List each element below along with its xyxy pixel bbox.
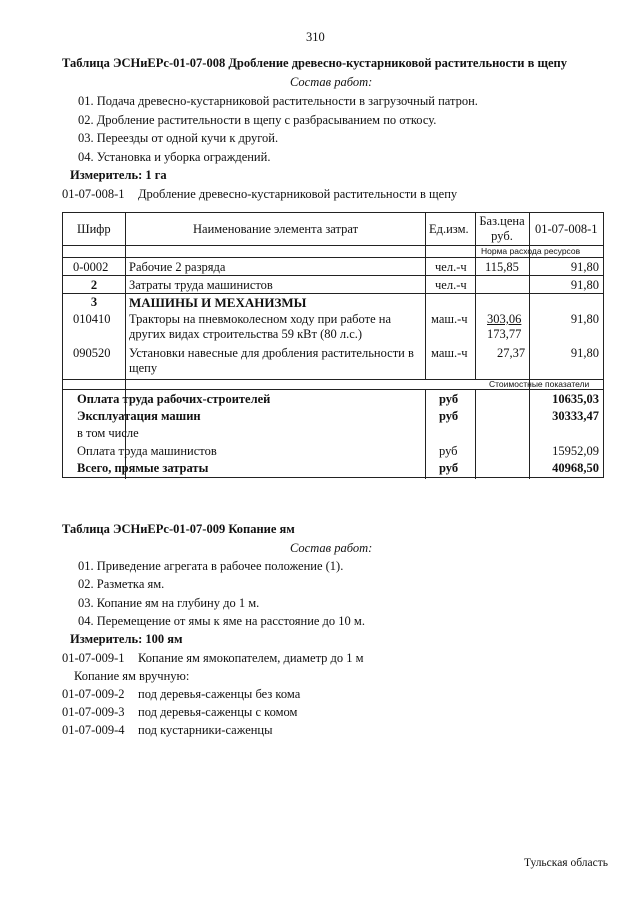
header-code: Шифр bbox=[77, 222, 111, 236]
row-unit: чел.-ч bbox=[435, 260, 467, 274]
table2-norm-desc: под кустарники-саженцы bbox=[138, 723, 273, 737]
row-price: 27,37 bbox=[497, 346, 526, 360]
table2-norm-desc: под деревья-саженцы без кома bbox=[138, 687, 301, 701]
table2-step-1: 01. Приведение агрегата в рабочее положение (1). bbox=[78, 559, 344, 573]
cost-row-unit: руб bbox=[439, 461, 459, 475]
row-value: 91,80 bbox=[570, 278, 599, 292]
footer-region: Тульская область bbox=[524, 857, 608, 869]
row-value: 91,80 bbox=[570, 260, 599, 274]
subheader-resources: Норма расхода ресурсов bbox=[481, 246, 581, 256]
table2-norm-desc: под деревья-саженцы с комом bbox=[138, 705, 298, 719]
row-price-secondary: 173,77 bbox=[487, 327, 522, 341]
cost-row-name: в том числе bbox=[77, 426, 139, 440]
row-name: Установки навесные для дробления растительности в bbox=[129, 346, 414, 360]
table1-norm-code: 01-07-008-1 bbox=[62, 187, 125, 201]
cost-row-unit: руб bbox=[439, 444, 458, 458]
section-title: МАШИНЫ И МЕХАНИЗМЫ bbox=[129, 295, 307, 310]
row-unit: маш.-ч bbox=[431, 346, 468, 360]
table1-step-2: 02. Дробление растительности в щепу с разбрасыванием по откосу. bbox=[78, 113, 437, 127]
section-code: 3 bbox=[90, 295, 98, 309]
row-name-continued: щепу bbox=[129, 361, 158, 375]
table2-norm-desc: Копание ям вручную: bbox=[74, 669, 190, 683]
cost-row-name: Оплата труда машинистов bbox=[77, 444, 217, 458]
row-price: 115,85 bbox=[485, 260, 519, 274]
table1-measure: Измеритель: 1 га bbox=[70, 168, 167, 182]
row-unit: маш.-ч bbox=[431, 312, 468, 326]
table2-norm-code: 01-07-009-2 bbox=[62, 687, 125, 701]
norm-table bbox=[62, 212, 604, 478]
header-unit: Ед.изм. bbox=[429, 222, 469, 236]
row-code: 0-0002 bbox=[73, 260, 109, 274]
table1-title: Таблица ЭСНиЕРс-01-07-008 Дробление древесно-кустарниковой растительности в щепу bbox=[62, 56, 567, 70]
row-price: 303,06 bbox=[487, 312, 522, 326]
row-unit: чел.-ч bbox=[435, 278, 467, 292]
row-value: 91,80 bbox=[570, 312, 599, 326]
table2-step-4: 04. Перемещение от ямы к яме на расстояние до 10 м. bbox=[78, 614, 365, 628]
table1-step-4: 04. Установка и уборка ограждений. bbox=[78, 150, 271, 164]
table2-step-2: 02. Разметка ям. bbox=[78, 577, 165, 591]
row-name: Затраты труда машинистов bbox=[129, 278, 273, 292]
page-number: 310 bbox=[306, 30, 325, 44]
table1-step-3: 03. Переезды от одной кучи к другой. bbox=[78, 131, 279, 145]
table1-step-1: 01. Подача древесно-кустарниковой растительности в загрузочный патрон. bbox=[78, 94, 478, 108]
cost-row-name: Эксплуатация машин bbox=[77, 409, 201, 423]
table2-norm-code: 01-07-009-1 bbox=[62, 651, 125, 665]
cost-row-value: 30333,47 bbox=[552, 409, 599, 423]
cost-row-value: 15952,09 bbox=[552, 444, 599, 458]
table2-norm-code: 01-07-009-4 bbox=[62, 723, 125, 737]
header-name: Наименование элемента затрат bbox=[193, 222, 359, 236]
header-base-price: Баз.цена bbox=[479, 214, 525, 228]
row-name-continued: других видах строительства 59 кВт (80 л.с.) bbox=[129, 327, 363, 341]
table2-norm-desc: Копание ям ямокопателем, диаметр до 1 м bbox=[138, 651, 364, 665]
header-norm-column: 01-07-008-1 bbox=[535, 222, 598, 236]
row-code: 2 bbox=[90, 278, 98, 292]
table2-step-3: 03. Копание ям на глубину до 1 м. bbox=[78, 596, 260, 610]
row-name: Рабочие 2 разряда bbox=[129, 260, 226, 274]
table1-composition-heading: Состав работ: bbox=[290, 75, 373, 89]
row-code: 010410 bbox=[73, 312, 111, 326]
cost-row-value: 40968,50 bbox=[552, 461, 599, 475]
table2-norm-code: 01-07-009-3 bbox=[62, 705, 125, 719]
table2-composition-heading: Состав работ: bbox=[290, 541, 373, 555]
cost-row-name: Оплата труда рабочих-строителей bbox=[77, 392, 271, 406]
cost-row-value: 10635,03 bbox=[552, 392, 599, 406]
table2-title: Таблица ЭСНиЕРс-01-07-009 Копание ям bbox=[62, 522, 295, 536]
cost-row-name: Всего, прямые затраты bbox=[77, 461, 209, 475]
cost-row-unit: руб bbox=[439, 409, 459, 423]
subheader-costs: Стоимостные показатели bbox=[489, 379, 590, 389]
row-name: Тракторы на пневмоколесном ходу при работе на bbox=[129, 312, 391, 326]
header-base-price-unit: руб. bbox=[491, 229, 513, 243]
cost-row-unit: руб bbox=[439, 392, 459, 406]
row-value: 91,80 bbox=[570, 346, 599, 360]
row-code: 090520 bbox=[73, 346, 111, 360]
table1-norm-desc: Дробление древесно-кустарниковой растительности в щепу bbox=[138, 187, 458, 201]
table2-measure: Измеритель: 100 ям bbox=[70, 632, 183, 646]
